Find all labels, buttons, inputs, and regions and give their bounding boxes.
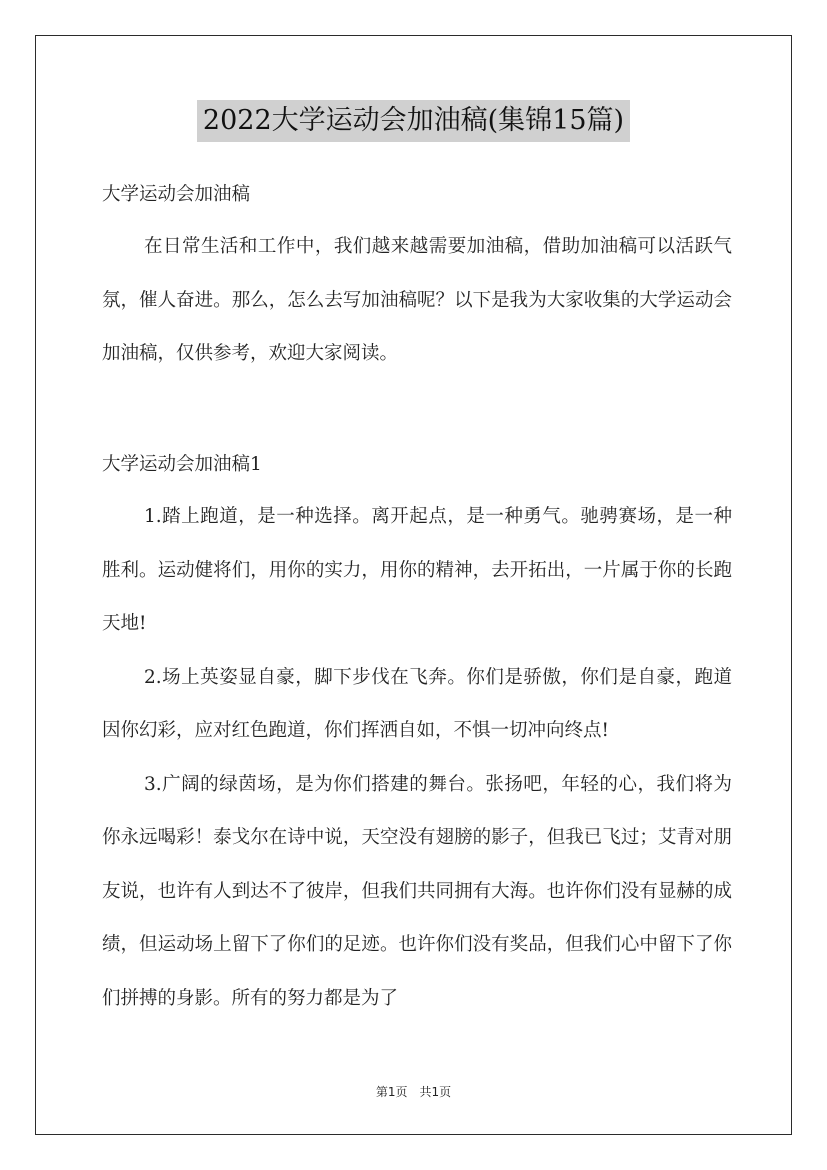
intro-heading: 大学运动会加油稿 (102, 184, 251, 205)
page-footer: 第1页 共1页 (375, 1085, 452, 1099)
intro-paragraph: 在日常生活和工作中，我们越来越需要加油稿，借助加油稿可以活跃气氛，催人奋进。那么，怎么去写加油稿呢？以下是我为大家收集的大学运动会加油稿，仅供参考，欢迎大家阅读。 (102, 236, 732, 364)
intro-section (102, 220, 732, 381)
cheer-paragraph-1: 1.踏上跑道，是一种选择。离开起点，是一种勇气。驰骋赛场，是一种胜利。运动健将们，用你的实力，用你的精神，去开拓出，一片属于你的长跑天地! (102, 506, 732, 634)
section-heading: 大学运动会加油稿1 (102, 454, 262, 475)
document-title: 2022大学运动会加油稿(集锦15篇) (197, 100, 630, 142)
title-container (0, 100, 827, 142)
cheer-list (102, 490, 732, 1025)
cheer-paragraph-3: 3.广阔的绿茵场，是为你们搭建的舞台。张扬吧，年轻的心，我们将为你永远喝彩！泰戈尔在诗中说，天空没有翅膀的影子，但我已飞过；艾青对朋友说，也许有人到达不了彼岸，但我们共同拥有大海。也许你们没有显赫的成绩，但运动场上留下了你们的足迹。也许你们没有奖品，但我们心中留下了你们拼搏的身影。所有的努力都是为了 (102, 773, 732, 1009)
cheer-paragraph-2: 2.场上英姿显自豪，脚下步伐在飞奔。你们是骄傲，你们是自豪，跑道因你幻彩，应对红色跑道，你们挥洒自如，不惧一切冲向终点! (102, 666, 732, 741)
